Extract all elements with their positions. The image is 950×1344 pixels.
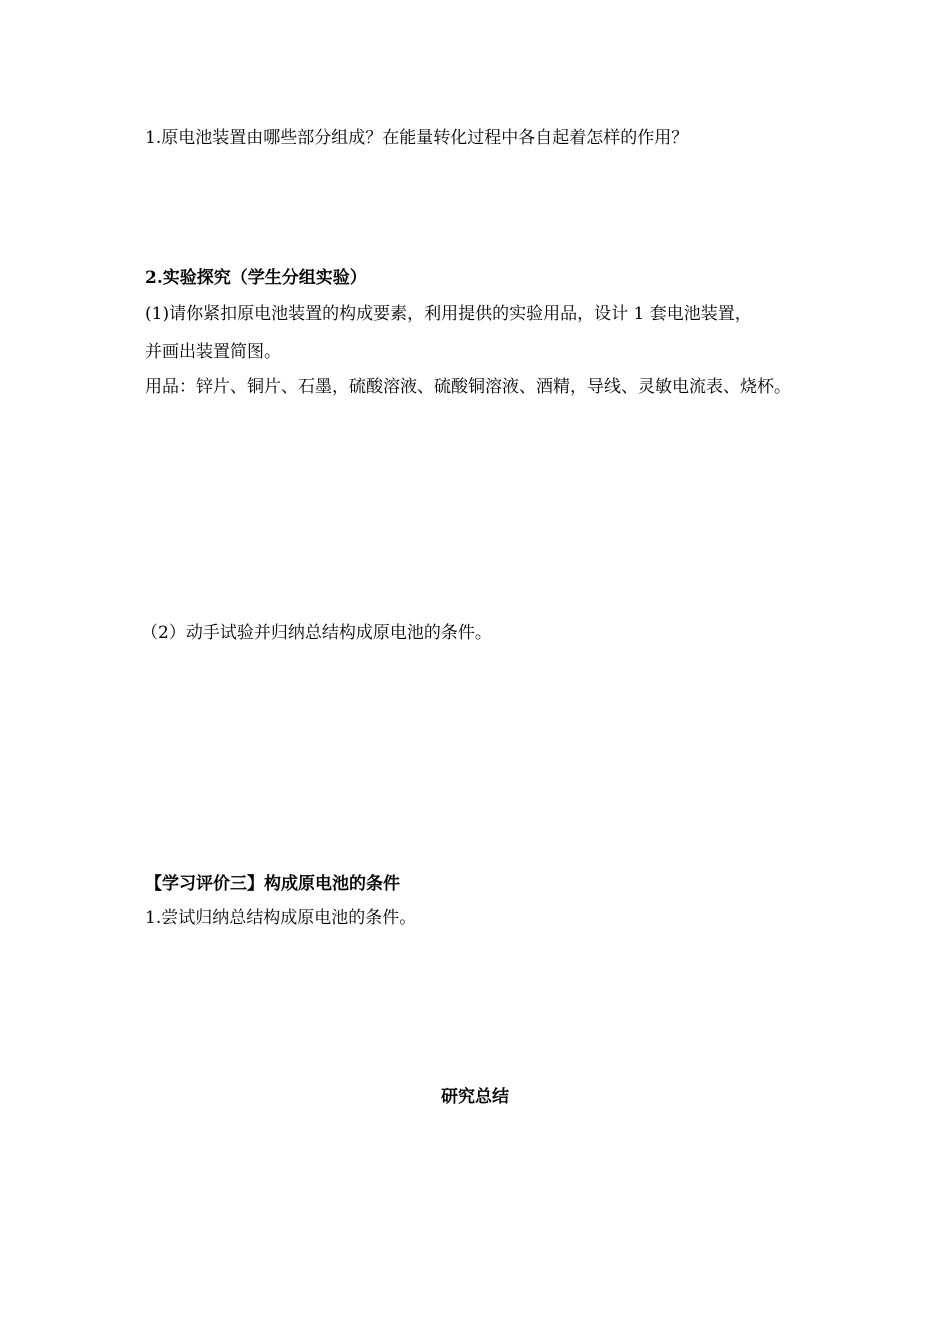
experiment-heading: 2.实验探究（学生分组实验） [145,268,367,288]
experiment-materials: 用品：锌片、铜片、石墨，硫酸溶液、硫酸铜溶液、酒精，导线、灵敏电流表、烧杯。 [145,377,791,397]
summary-heading: 研究总结 [441,1087,509,1107]
experiment-part1-line1: (1)请你紧扣原电池装置的构成要素，利用提供的实验用品，设计 1 套电池装置， [145,304,752,324]
question-1-text: 1.原电池装置由哪些部分组成？在能量转化过程中各自起着怎样的作用？ [145,128,689,148]
evaluation-heading: 【学习评价三】构成原电池的条件 [145,874,400,894]
experiment-part2: （2）动手试验并归纳总结构成原电池的条件。 [141,623,492,643]
evaluation-item-1: 1.尝试归纳总结构成原电池的条件。 [145,908,417,928]
experiment-part1-line2: 并画出装置简图。 [145,342,281,362]
